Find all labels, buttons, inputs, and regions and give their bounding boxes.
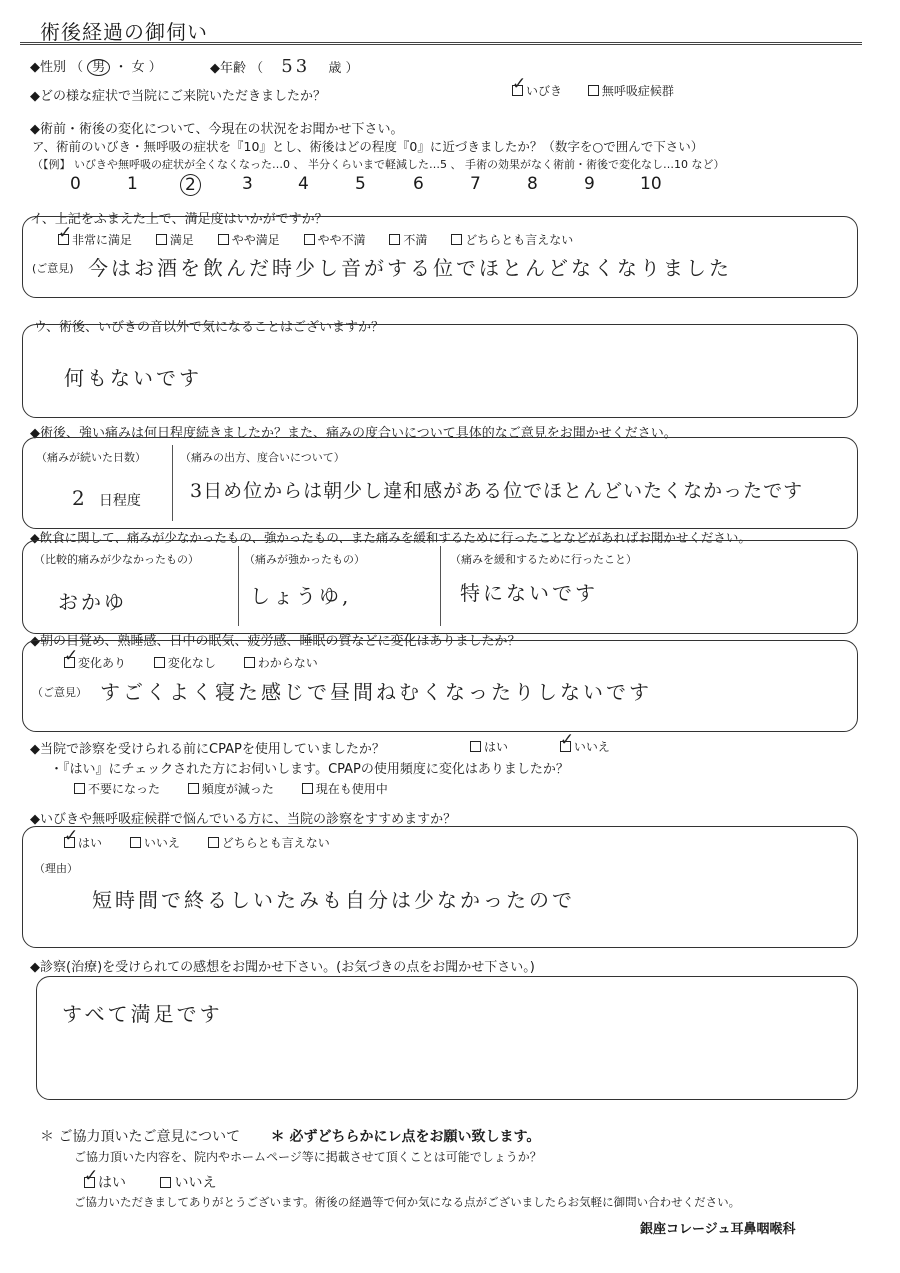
sleep-comment[interactable]: すごくよく寝た感じで昼間ねむくなったりしないです: [100, 680, 652, 704]
other-concerns-answer[interactable]: 何もないです: [64, 366, 202, 390]
consent-line1: [40, 1126, 540, 1146]
checkbox-consent-yes[interactable]: [84, 1177, 95, 1188]
opt-dissatisfied: 不満: [403, 233, 428, 247]
symptom-opt-apnea: 無呼吸症候群: [601, 84, 674, 98]
checkbox-somewhat-dissatisfied[interactable]: [304, 234, 315, 245]
recommend-no: いいえ: [143, 836, 180, 850]
scale-1[interactable]: 1: [127, 174, 138, 194]
gender-row: [30, 56, 162, 75]
cpap-sub-options: [74, 780, 388, 797]
scale-5[interactable]: 5: [355, 174, 366, 194]
checkbox-cpap-reduced[interactable]: [188, 783, 199, 794]
scale-10[interactable]: 10: [640, 174, 662, 194]
pain-detail[interactable]: 3日め位からは朝少し違和感がある位でほとんどいたくなかったです: [190, 480, 804, 502]
symptom-opt-snoring: いびき: [526, 84, 563, 98]
gender-open-paren: （: [70, 60, 84, 75]
title-divider: [20, 42, 862, 45]
age-close-paren: ）: [345, 61, 359, 76]
food-col2-label: （痛みが強かったもの）: [244, 553, 365, 566]
checkbox-cpap-no[interactable]: [560, 741, 571, 752]
page-title: 術後経過の御伺い: [40, 20, 208, 44]
food-divider-2: [440, 546, 441, 626]
recommend-yes: はい: [78, 836, 103, 850]
checkbox-satisfied[interactable]: [156, 234, 167, 245]
satisfaction-comment[interactable]: 今はお酒を飲んだ時少し音がする位でほとんどなくなりました: [88, 256, 732, 280]
checkbox-recommend-yes[interactable]: [64, 837, 75, 848]
scale-3[interactable]: 3: [242, 174, 253, 194]
opt-somewhat-dissatisfied: やや不満: [317, 233, 366, 247]
age-row: [210, 56, 359, 77]
sleep-options: [64, 654, 318, 671]
footer-thanks: ご協力いただきましてありがとうございます。術後の経過等で何か気になる点がございましたらお気軽に御問い合わせください。: [74, 1195, 741, 1209]
cpap-question: ◆当院で診察を受けられる前にCPAPを使用していましたか？: [30, 742, 385, 757]
cpap-opt-still: 現在も使用中: [315, 782, 388, 796]
cpap-no: いいえ: [573, 740, 610, 754]
checkbox-consent-no[interactable]: [160, 1177, 171, 1188]
scale-8[interactable]: 8: [527, 174, 538, 194]
cpap-options: [470, 738, 610, 755]
scale-2-selected[interactable]: 2: [180, 174, 201, 196]
food-col1-answer[interactable]: おかゆ: [58, 590, 127, 614]
opt-changed: 変化あり: [78, 656, 127, 670]
checkbox-cpap-yes[interactable]: [470, 741, 481, 752]
clinic-name: 銀座コレージュ耳鼻咽喉科: [640, 1222, 796, 1237]
cpap-sub-question: ・『はい』にチェックされた方にお伺いします。CPAPの使用頻度に変化はありましたか？: [50, 762, 569, 777]
pain-days-label: （痛みが続いた日数）: [36, 451, 146, 464]
food-divider-1: [238, 546, 239, 626]
change-header: ◆術前・術後の変化について、今現在の状況をお聞かせ下さい。: [30, 122, 404, 137]
satisfaction-question: イ、上記をふまえた上で、満足度はいかがですか？: [30, 212, 328, 227]
cpap-yes: はい: [484, 740, 509, 754]
consent-no: いいえ: [174, 1175, 217, 1191]
satisfaction-comment-label: (ご意見): [32, 262, 74, 275]
recommend-neither: どちらとも言えない: [221, 836, 330, 850]
recommend-question: ◆いびきや無呼吸症候群で悩んでいる方に、当院の診察をすすめますか？: [30, 812, 457, 827]
scale-0[interactable]: 0: [70, 174, 81, 194]
sleep-comment-label: （ご意見）: [32, 686, 87, 699]
sleep-question: ◆朝の目覚め、熟睡感、日中の眠気、疲労感、睡眠の質などに変化はありましたか？: [30, 634, 521, 649]
scale-4[interactable]: 4: [298, 174, 309, 194]
recommend-options: [64, 834, 330, 851]
pain-days-row: [72, 486, 141, 510]
checkbox-recommend-no[interactable]: [130, 837, 141, 848]
consent-instruction: ＊ 必ずどちらかにレ点をお願い致します。: [270, 1129, 541, 1145]
checkbox-unknown[interactable]: [244, 657, 255, 668]
scale-7[interactable]: 7: [470, 174, 481, 194]
consent-options: [84, 1172, 216, 1192]
impression-question: ◆診察(治療)を受けられての感想をお聞かせ下さい。(お気づきの点をお聞かせ下さい。): [30, 960, 535, 975]
checkbox-snoring[interactable]: [512, 85, 523, 96]
satisfaction-options: [58, 231, 573, 248]
opt-no-change: 変化なし: [167, 656, 216, 670]
gender-close-paren: ）: [148, 60, 162, 75]
food-col2-answer[interactable]: しょうゆ,: [250, 584, 352, 608]
gender-female[interactable]: 女: [131, 60, 145, 75]
food-col3-answer[interactable]: 特にないです: [460, 581, 598, 605]
pain-days-unit: 日程度: [98, 493, 141, 509]
opt-neither: どちらとも言えない: [465, 233, 574, 247]
checkbox-cpap-unneeded[interactable]: [74, 783, 85, 794]
checkbox-no-change[interactable]: [154, 657, 165, 668]
pain-detail-label: （痛みの出方、度合いについて）: [180, 451, 345, 464]
change-scale: [0, 174, 700, 200]
age-label: ◆年齢: [210, 61, 246, 76]
opt-somewhat-satisfied: やや満足: [231, 233, 280, 247]
food-question: ◆飲食に関して、痛みが少なかったもの、強かったもの、また痛みを緩和するために行ったことなどがあればお聞かせください。: [30, 530, 751, 545]
gender-male[interactable]: 男: [87, 59, 110, 76]
symptom-options: [512, 82, 674, 99]
recommend-reason[interactable]: 短時間で終るしいたみも自分は少なかったので: [92, 888, 575, 912]
checkbox-dissatisfied[interactable]: [389, 234, 400, 245]
checkbox-recommend-neither[interactable]: [208, 837, 219, 848]
change-example: （【例】 いびきや無呼吸の症状が全くなくなった…0 、 半分くらいまで軽減した…5 、 手術の効果がなく術前・術後で変化なし…10 など）: [32, 158, 725, 171]
opt-satisfied: 満足: [169, 233, 194, 247]
pain-days-value[interactable]: 2: [72, 486, 88, 510]
change-question-a: ア、術前のいびき・無呼吸の症状を『10』とし、術後はどの程度『0』に近づきましたか？（数字を○で囲んで下さい）: [32, 139, 704, 154]
cpap-opt-reduced: 頻度が減った: [201, 782, 274, 796]
checkbox-neither[interactable]: [451, 234, 462, 245]
impression-answer[interactable]: すべて満足です: [62, 1002, 223, 1026]
symptom-question: ◆どの様な症状で当院にご来院いただきましたか？: [30, 89, 326, 104]
consent-note: ＊ ご協力頂いたご意見について: [40, 1129, 241, 1145]
checkbox-changed[interactable]: [64, 657, 75, 668]
consent-question: ご協力頂いた内容を、院内やホームページ等に掲載させて頂くことは可能でしょうか？: [74, 1150, 542, 1164]
pain-question: ◆術後、強い痛みは何日程度続きましたか？また、痛みの度合いについて具体的なご意見をお聞かせください。: [30, 426, 677, 441]
cpap-opt-unneeded: 不要になった: [88, 782, 161, 796]
age-unit: 歳: [328, 61, 342, 76]
other-concerns-question: ウ、術後、いびきの音以外で気になることはございますか？: [34, 320, 384, 335]
recommend-reason-label: （理由）: [34, 862, 78, 875]
scale-9[interactable]: 9: [584, 174, 595, 194]
checkbox-cpap-still[interactable]: [302, 783, 313, 794]
checkbox-somewhat-satisfied[interactable]: [218, 234, 229, 245]
food-col3-label: （痛みを緩和するために行ったこと）: [450, 553, 637, 566]
impression-box: [36, 976, 858, 1100]
gender-dot: ・: [114, 60, 128, 75]
opt-very-satisfied: 非常に満足: [72, 233, 133, 247]
age-open-paren: （: [250, 61, 264, 76]
checkbox-apnea[interactable]: [588, 85, 599, 96]
gender-label: ◆性別: [30, 60, 66, 75]
food-col1-label: （比較的痛みが少なかったもの）: [34, 553, 199, 566]
pain-divider: [172, 445, 173, 521]
consent-yes: はい: [98, 1175, 126, 1191]
age-value[interactable]: 53: [281, 56, 311, 77]
checkbox-very-satisfied[interactable]: [58, 234, 69, 245]
opt-unknown: わからない: [257, 656, 318, 670]
scale-6[interactable]: 6: [413, 174, 424, 194]
